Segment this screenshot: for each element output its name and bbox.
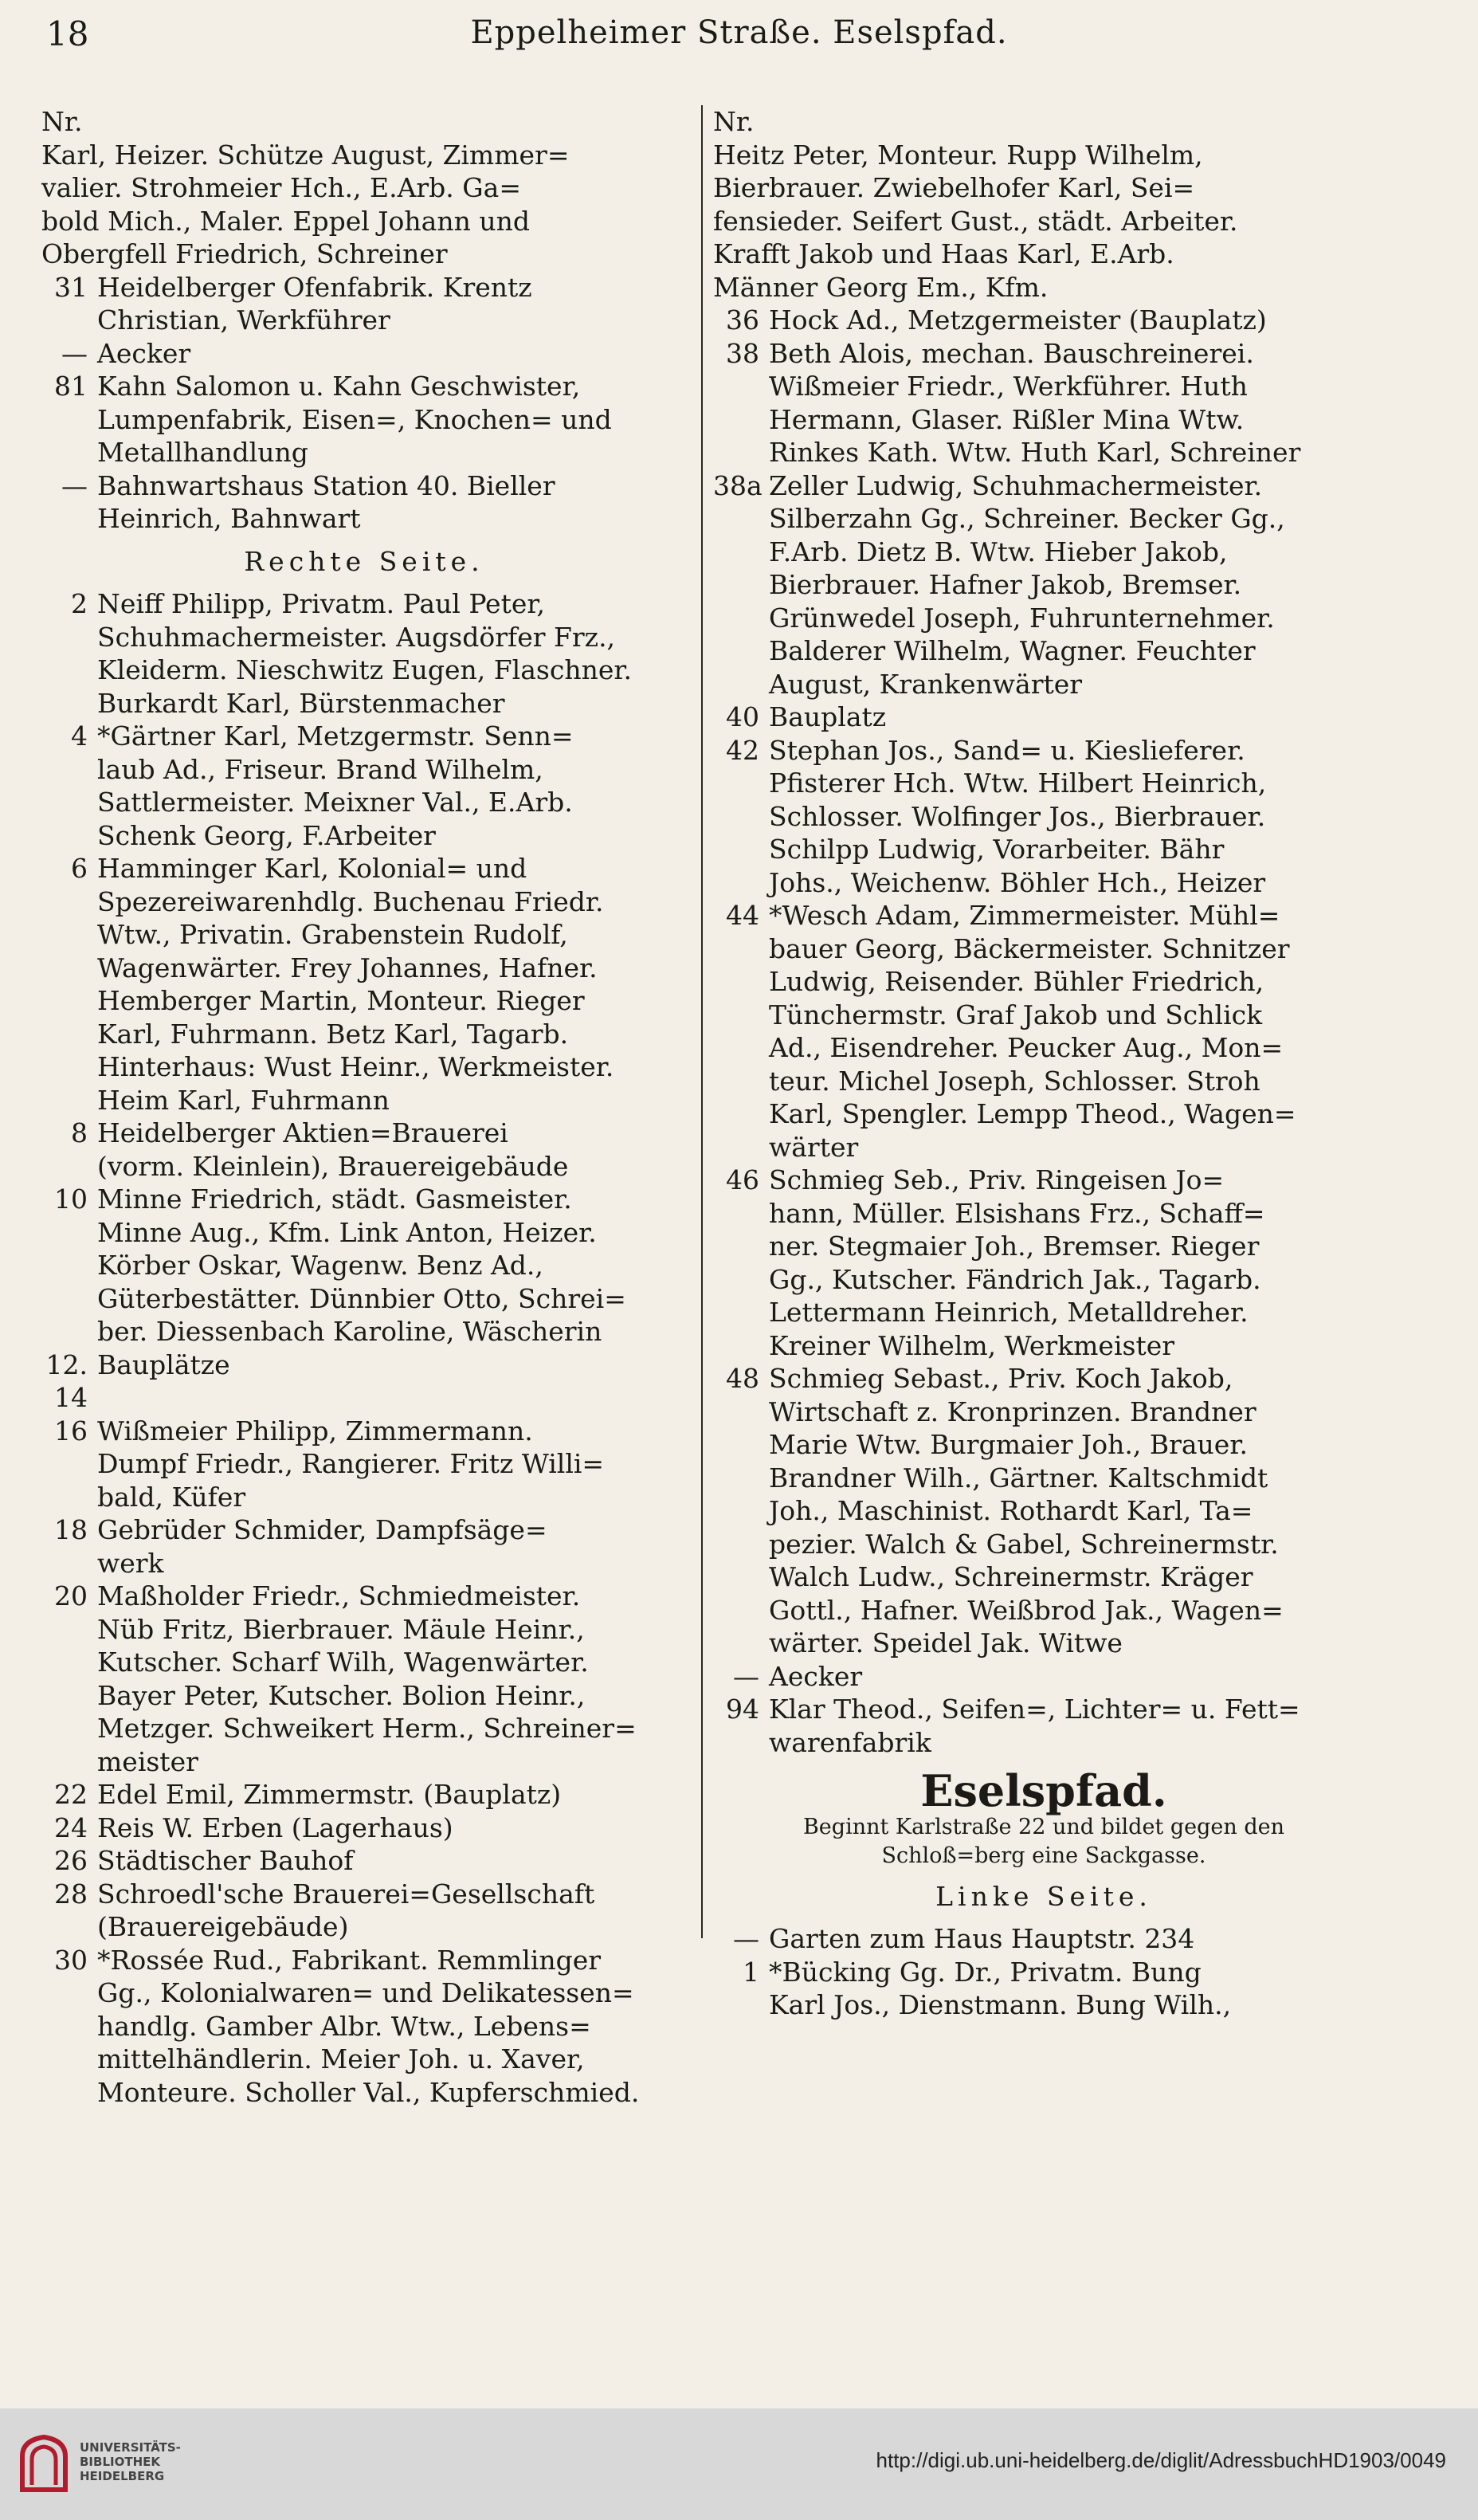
address-entry [41, 1878, 687, 1944]
text-line: warenfabrik [769, 1726, 931, 1758]
house-number: — [733, 1923, 759, 1954]
text-line: Bierbrauer. Hafner Jakob, Bremser. [769, 569, 1242, 600]
text-line: Krafft Jakob und Haas Karl, E.Arb. [713, 238, 1174, 269]
text-line: *Bücking Gg. Dr., Privatm. Bung [769, 1956, 1202, 1988]
entry-text [97, 1183, 687, 1348]
text-line: Pfisterer Hch. Wtw. Hilbert Heinrich, [769, 767, 1267, 799]
house-number: 22 [54, 1779, 88, 1810]
text-line: Aecker [769, 1660, 863, 1692]
text-line: Bauplätze [97, 1348, 230, 1380]
text-line: Obergfell Friedrich, Schreiner [41, 238, 448, 269]
text-line: Aecker [97, 337, 191, 369]
text-line: August, Krankenwärter [769, 668, 1083, 700]
text-line: Bayer Peter, Kutscher. Bolion Heinr., [97, 1679, 586, 1711]
text-line: Hamminger Karl, Kolonial= und [97, 853, 527, 884]
text-line: *Gärtner Karl, Metzgermstr. Senn= [97, 720, 574, 752]
text-line: Silberzahn Gg., Schreiner. Becker Gg., [769, 503, 1285, 534]
text-line: Burkardt Karl, Bürstenmacher [97, 687, 505, 719]
text-line: Wißmeier Philipp, Zimmermann. [97, 1415, 533, 1446]
entry-text [769, 304, 1374, 337]
house-number: 8 [71, 1117, 88, 1148]
address-entry [713, 1693, 1374, 1759]
house-number: 6 [71, 853, 88, 884]
text-line: Ludwig, Reisender. Bühler Friedrich, [769, 966, 1264, 997]
text-line: bold Mich., Maler. Eppel Johann und [41, 205, 530, 237]
text-line: Beth Alois, mechan. Bauschreinerei. [769, 337, 1254, 369]
text-line: Klar Theod., Seifen=, Lichter= u. Fett= [769, 1694, 1300, 1725]
text-line: Minne Aug., Kfm. Link Anton, Heizer. [97, 1216, 597, 1248]
address-entry [713, 304, 1374, 337]
text-line: bald, Küfer [97, 1481, 246, 1513]
text-line: Spezereiwarenhdlg. Buchenau Friedr. [97, 885, 604, 917]
house-number: 26 [54, 1845, 88, 1876]
address-entry [713, 1922, 1374, 1956]
text-line: Kleiderm. Nieschwitz Eugen, Flaschner. [97, 654, 633, 685]
text-line: Schroedl'sche Brauerei=Gesellschaft [97, 1878, 595, 1910]
text-line: Karl Jos., Dienstmann. Bung Wilh., [769, 1989, 1232, 2020]
text-line: Neiff Philipp, Privatm. Paul Peter, [97, 588, 545, 619]
text-line: Kahn Salomon u. Kahn Geschwister, [97, 371, 581, 402]
text-line: Schmieg Sebast., Priv. Koch Jakob, [769, 1363, 1233, 1394]
text-line: Wtw., Privatin. Grabenstein Rudolf, [97, 919, 568, 950]
text-line: Hock Ad., Metzgermeister (Bauplatz) [769, 304, 1267, 336]
address-entry [713, 1362, 1374, 1660]
text-line: Hermann, Glaser. Rißler Mina Wtw. [769, 403, 1245, 435]
entry-text [769, 469, 1374, 701]
text-line: Schmieg Seb., Priv. Ringeisen Jo= [769, 1164, 1225, 1195]
left-column [41, 105, 687, 2109]
column-label: Nr. [41, 106, 83, 137]
entry-text [769, 734, 1374, 900]
house-number: 40 [726, 701, 759, 732]
text-line: Gottl., Hafner. Weißbrod Jak., Wagen= [769, 1594, 1284, 1626]
text-line: Christian, Werkführer [97, 304, 390, 336]
text-line: wärter [769, 1131, 859, 1163]
text-line: Kutscher. Scharf Wilh, Wagenwärter. [97, 1647, 589, 1678]
text-line: valier. Strohmeier Hch., E.Arb. Ga= [41, 172, 521, 203]
text-line: *Wesch Adam, Zimmermeister. Mühl= [769, 900, 1280, 931]
text-line: Körber Oskar, Wagenw. Benz Ad., [97, 1250, 543, 1281]
entry-text [97, 852, 687, 1117]
house-number: 20 [54, 1580, 88, 1611]
library-logo-icon [16, 2429, 72, 2496]
house-number: — [61, 337, 88, 369]
address-entry [41, 337, 687, 371]
text-line: Reis W. Erben (Lagerhaus) [97, 1811, 453, 1843]
entry-text [97, 1117, 687, 1183]
text-line: Hinterhaus: Wust Heinr., Werkmeister. [97, 1051, 614, 1082]
address-entry [41, 852, 687, 1117]
entry-text [97, 720, 687, 852]
right-column [713, 105, 1374, 2022]
text-line: Karl, Spengler. Lempp Theod., Wagen= [769, 1098, 1296, 1129]
text-line: ner. Stegmaier Joh., Bremser. Rieger [769, 1231, 1260, 1262]
text-line: Heim Karl, Fuhrmann [97, 1084, 390, 1116]
text-line: Tünchermstr. Graf Jakob und Schlick [769, 999, 1263, 1030]
text-line: Walch Ludw., Schreinermstr. Kräger [769, 1561, 1253, 1592]
text-line: Schilpp Ludwig, Vorarbeiter. Bähr [769, 834, 1225, 865]
column-divider [701, 105, 703, 1938]
text-line: Kreiner Wilhelm, Werkmeister [769, 1329, 1175, 1361]
entry-text [97, 1348, 687, 1415]
text-line: Johs., Weichenw. Böhler Hch., Heizer [769, 866, 1266, 898]
house-number: 94 [726, 1694, 759, 1725]
text-line: Sattlermeister. Meixner Val., E.Arb. [97, 787, 573, 818]
text-line: Bauplatz [769, 701, 887, 732]
text-line: teur. Michel Joseph, Schlosser. Stroh [769, 1065, 1260, 1097]
house-number: 81 [54, 371, 88, 402]
address-entry [713, 1660, 1374, 1694]
column-label: Nr. [713, 106, 755, 137]
entry-text [97, 271, 687, 337]
text-line: Nüb Fritz, Bierbrauer. Mäule Heinr., [97, 1613, 585, 1645]
house-number: 4 [71, 720, 88, 752]
continuation-block [713, 139, 1374, 304]
house-number: 28 [54, 1878, 88, 1910]
address-entry [41, 469, 687, 536]
text-line: Gg., Kutscher. Fändrich Jak., Tagarb. [769, 1263, 1261, 1295]
house-number: — [61, 469, 88, 501]
entry-text [97, 1944, 687, 2110]
text-line: Heidelberger Aktien=Brauerei [97, 1117, 508, 1148]
address-entry [41, 1117, 687, 1183]
entry-text [769, 1956, 1374, 2022]
address-entry [713, 899, 1374, 1164]
text-line: mittelhändlerin. Meier Joh. u. Xaver, [97, 2043, 585, 2074]
text-line: Karl, Fuhrmann. Betz Karl, Tagarb. [97, 1018, 569, 1050]
entry-text [97, 1513, 687, 1580]
text-line: Balderer Wilhelm, Wagner. Feuchter [769, 635, 1256, 666]
text-line: fensieder. Seifert Gust., städt. Arbeiter. [713, 205, 1238, 237]
house-number: 42 [726, 734, 759, 766]
address-entry [41, 587, 687, 720]
house-number: 46 [726, 1164, 759, 1195]
address-entry [713, 337, 1374, 469]
text-line: Minne Friedrich, städt. Gasmeister. [97, 1183, 572, 1215]
house-number: 38 [726, 337, 759, 369]
entry-text [769, 899, 1374, 1164]
address-entry [713, 1956, 1374, 2022]
text-line: werk [97, 1547, 164, 1579]
section-heading: Rechte Seite. [244, 545, 484, 577]
house-number: 10 [54, 1183, 88, 1215]
text-line: Marie Wtw. Burgmaier Joh., Brauer. [769, 1429, 1248, 1460]
address-entry [41, 1944, 687, 2110]
text-line: laub Ad., Friseur. Brand Wilhelm, [97, 753, 543, 785]
text-line: F.Arb. Dietz B. Wtw. Hieber Jakob, [769, 536, 1228, 567]
address-entry [713, 1164, 1374, 1362]
text-line: Heinrich, Bahnwart [97, 503, 361, 534]
address-entry [41, 1183, 687, 1348]
text-line: Metallhandlung [97, 437, 308, 468]
house-number: 2 [71, 588, 88, 619]
house-number: 1 [743, 1956, 759, 1988]
text-line: Garten zum Haus Hauptstr. 234 [769, 1923, 1195, 1954]
continuation-block [41, 139, 687, 271]
text-line: *Rossée Rud., Fabrikant. Remmlinger [97, 1944, 602, 1976]
text-line: Heidelberger Ofenfabrik. Krentz [97, 271, 532, 303]
entry-text [97, 469, 687, 536]
text-line: Bahnwartshaus Station 40. Bieller [97, 469, 555, 501]
text-line: Lettermann Heinrich, Metalldreher. [769, 1297, 1249, 1328]
entry-text [97, 1778, 687, 1811]
address-entry [41, 720, 687, 852]
street-description: Beginnt Karlstraße 22 und bildet gegen den Schloß=berg eine Sackgasse. [802, 1814, 1285, 1868]
entry-text [769, 1362, 1374, 1660]
text-line: hann, Müller. Elsishans Frz., Schaff= [769, 1197, 1265, 1229]
text-line: ber. Diessenbach Karoline, Wäscherin [97, 1316, 602, 1347]
address-entry [713, 469, 1374, 701]
address-entry [41, 271, 687, 337]
section-heading: Linke Seite. [935, 1880, 1152, 1912]
house-number: 44 [726, 900, 759, 931]
entries-list [41, 587, 687, 2109]
entry-text [97, 370, 687, 469]
text-line: Güterbestätter. Dünnbier Otto, Schrei= [97, 1282, 626, 1314]
text-line: Wißmeier Friedr., Werkführer. Huth [769, 371, 1248, 402]
entry-text [769, 1164, 1374, 1362]
text-line: Wagenwärter. Frey Johannes, Hafner. [97, 952, 598, 983]
text-line: Metzger. Schweikert Herm., Schreiner= [97, 1713, 637, 1744]
entry-text [769, 1922, 1374, 1956]
source-url-link[interactable]: http://digi.ub.uni-heidelberg.de/diglit/AdressbuchHD1903/0049 [876, 2448, 1446, 2472]
entry-text [769, 1660, 1374, 1694]
entry-text [97, 1415, 687, 1514]
text-line: (vorm. Kleinlein), Brauereigebäude [97, 1150, 569, 1182]
footer-bar [0, 2408, 1478, 2520]
address-entry [41, 370, 687, 469]
text-line: Wirtschaft z. Kronprinzen. Brandner [769, 1395, 1256, 1427]
entry-text [769, 1693, 1374, 1759]
entry-text [97, 1580, 687, 1778]
text-line: Maßholder Friedr., Schmiedmeister. [97, 1580, 581, 1611]
house-number: 12. 14 [45, 1348, 88, 1413]
entries-list [41, 271, 687, 536]
entry-text [97, 587, 687, 720]
entry-text [97, 1878, 687, 1944]
house-number: — [733, 1660, 759, 1692]
text-line: meister [97, 1745, 198, 1777]
text-line: Karl, Heizer. Schütze August, Zimmer= [41, 139, 570, 171]
street-heading: Eselspfad. [920, 1765, 1167, 1816]
house-number: 31 [54, 271, 88, 303]
text-line: Heitz Peter, Monteur. Rupp Wilhelm, [713, 139, 1203, 171]
address-entry [41, 1844, 687, 1878]
text-line: Hemberger Martin, Monteur. Rieger [97, 985, 585, 1016]
house-number: 38a [713, 469, 763, 501]
address-entry [41, 1348, 687, 1415]
address-entry [713, 734, 1374, 900]
page-number: 18 [46, 14, 89, 53]
text-line: Monteure. Scholler Val., Kupferschmied. [97, 2076, 640, 2108]
text-line: Rinkes Kath. Wtw. Huth Karl, Schreiner [769, 437, 1301, 468]
text-line: Schenk Georg, F.Arbeiter [97, 819, 436, 851]
text-line: Gg., Kolonialwaren= und Delikatessen= [97, 1977, 634, 2008]
text-line: Lumpenfabrik, Eisen=, Knochen= und [97, 403, 612, 435]
house-number: 30 [54, 1944, 88, 1976]
address-entry [41, 1580, 687, 1778]
text-line: Schlosser. Wolfinger Jos., Bierbrauer. [769, 800, 1266, 832]
entry-text [769, 701, 1374, 734]
entries-list [713, 304, 1374, 1759]
house-number: 16 [54, 1415, 88, 1446]
text-line: Städtischer Bauhof [97, 1845, 354, 1876]
text-line: Ad., Eisendreher. Peucker Aug., Mon= [769, 1032, 1284, 1063]
library-name: UNIVERSITÄTS- BIBLIOTHEK HEIDELBERG [80, 2440, 181, 2483]
text-line: Zeller Ludwig, Schuhmachermeister. [769, 469, 1263, 501]
entries-list [713, 1922, 1374, 2022]
text-line: Stephan Jos., Sand= u. Kieslieferer. [769, 734, 1245, 766]
house-number: 48 [726, 1363, 759, 1394]
text-line: pezier. Walch & Gabel, Schreinermstr. [769, 1528, 1279, 1560]
text-line: Joh., Maschinist. Rothardt Karl, Ta= [769, 1495, 1253, 1526]
address-entry [41, 1811, 687, 1845]
text-line: Grünwedel Joseph, Fuhrunternehmer. [769, 602, 1275, 634]
address-entry [41, 1415, 687, 1514]
address-entry [41, 1778, 687, 1811]
house-number: 24 [54, 1811, 88, 1843]
text-line: Edel Emil, Zimmermstr. (Bauplatz) [97, 1779, 562, 1810]
text-line: Bierbrauer. Zwiebelhofer Karl, Sei= [713, 172, 1195, 203]
house-number: 18 [54, 1514, 88, 1545]
text-line: handlg. Gamber Albr. Wtw., Lebens= [97, 2010, 591, 2042]
page-title: Eppelheimer Straße. Eselspfad. [470, 14, 1008, 51]
text-line: Gebrüder Schmider, Dampfsäge= [97, 1514, 547, 1545]
text-line: Schuhmachermeister. Augsdörfer Frz., [97, 621, 616, 653]
entry-text [769, 337, 1374, 469]
text-line: Dumpf Friedr., Rangierer. Fritz Willi= [97, 1448, 605, 1479]
entry-text [97, 1811, 687, 1845]
address-entry [41, 1513, 687, 1580]
entry-text [97, 1844, 687, 1878]
text-line: wärter. Speidel Jak. Witwe [769, 1627, 1123, 1658]
text-line: bauer Georg, Bäckermeister. Schnitzer [769, 932, 1290, 964]
house-number: 36 [726, 304, 759, 336]
address-entry [713, 701, 1374, 734]
entry-text [97, 337, 687, 371]
text-line: (Brauereigebäude) [97, 1911, 349, 1942]
text-line: Brandner Wilh., Gärtner. Kaltschmidt [769, 1462, 1268, 1494]
text-line: Männer Georg Em., Kfm. [713, 271, 1049, 303]
